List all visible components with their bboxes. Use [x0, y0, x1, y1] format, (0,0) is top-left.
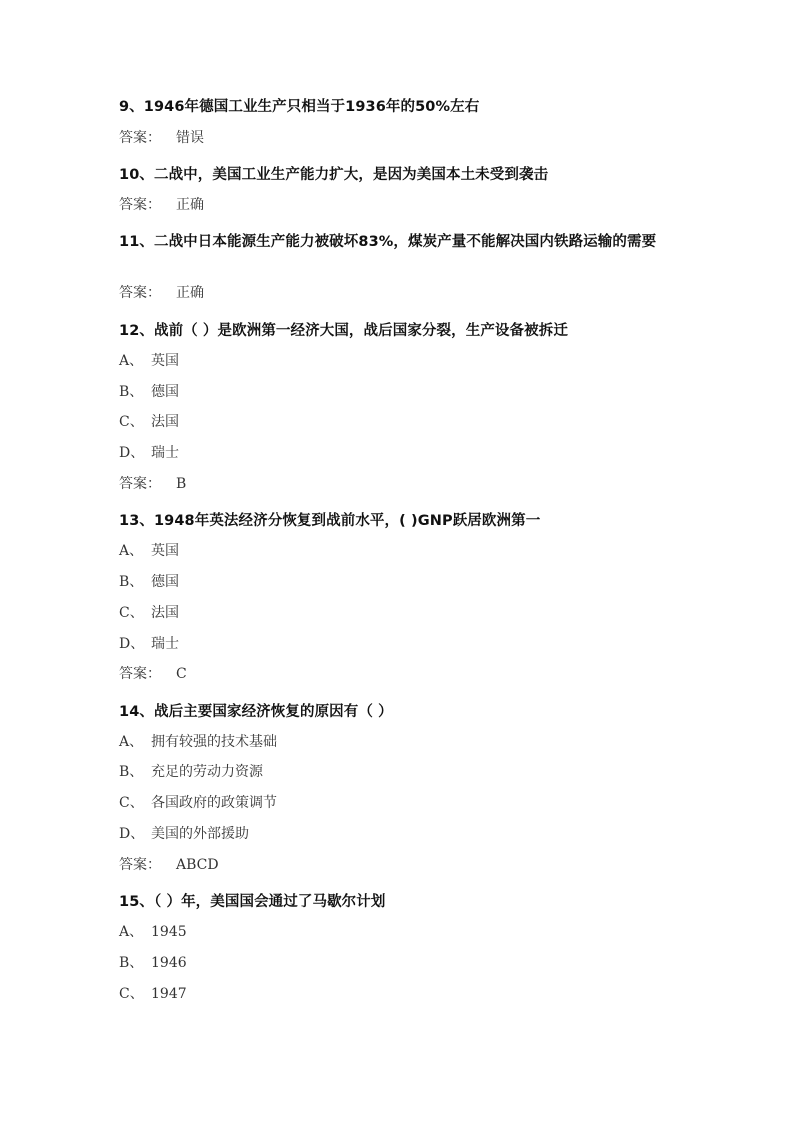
answer-label: 答案： — [119, 857, 161, 873]
answer-value: 错误 — [176, 130, 204, 146]
option-text: 拥有较强的技术基础 — [151, 734, 277, 750]
option-14-a — [119, 733, 277, 751]
option-text: 德国 — [151, 574, 179, 590]
option-text: 1945 — [151, 924, 187, 940]
answer-label: 答案： — [119, 130, 161, 146]
option-14-d — [119, 825, 249, 843]
option-12-b — [119, 383, 179, 401]
option-label: B、 — [119, 764, 144, 780]
answer-label: 答案： — [119, 666, 161, 682]
answer-label: 答案： — [119, 197, 161, 213]
option-label: C、 — [119, 414, 144, 430]
option-label: A、 — [119, 353, 144, 369]
option-15-b — [119, 954, 187, 972]
option-12-d — [119, 444, 179, 462]
option-15-a — [119, 923, 187, 941]
option-13-d — [119, 635, 179, 653]
option-label: A、 — [119, 734, 144, 750]
option-text: 法国 — [151, 605, 179, 621]
answer-value: ABCD — [176, 857, 219, 873]
option-label: C、 — [119, 986, 144, 1002]
option-13-a — [119, 542, 179, 560]
option-15-c — [119, 985, 187, 1003]
option-13-b — [119, 573, 179, 591]
answer-value: 正确 — [176, 197, 204, 213]
option-12-c — [119, 413, 179, 431]
question-12: 12、战前（ ）是欧洲第一经济大国，战后国家分裂，生产设备被拆迁 — [119, 323, 568, 339]
answer-9 — [119, 129, 204, 147]
option-text: 美国的外部援助 — [151, 826, 249, 842]
option-label: D、 — [119, 826, 145, 842]
answer-label: 答案： — [119, 476, 161, 492]
question-11: 11、二战中日本能源生产能力被破坏83%，煤炭产量不能解决国内铁路运输的需要 — [119, 234, 657, 250]
option-label: B、 — [119, 384, 144, 400]
option-label: C、 — [119, 605, 144, 621]
answer-label: 答案： — [119, 285, 161, 301]
option-label: A、 — [119, 924, 144, 940]
question-9: 9、1946年德国工业生产只相当于1936年的50%左右 — [119, 99, 480, 115]
answer-13 — [119, 665, 187, 683]
question-13: 13、1948年英法经济分恢复到战前水平，( )GNP跃居欧洲第一 — [119, 513, 541, 529]
option-label: D、 — [119, 636, 145, 652]
option-13-c — [119, 604, 179, 622]
answer-10 — [119, 196, 204, 214]
question-15: 15、（ ）年，美国国会通过了马歇尔计划 — [119, 894, 386, 910]
option-text: 1946 — [151, 955, 187, 971]
answer-14 — [119, 856, 219, 874]
option-text: 德国 — [151, 384, 179, 400]
option-text: 瑞士 — [151, 636, 179, 652]
answer-value: C — [176, 666, 187, 682]
option-text: 英国 — [151, 353, 179, 369]
answer-12 — [119, 475, 186, 493]
option-label: D、 — [119, 445, 145, 461]
option-text: 法国 — [151, 414, 179, 430]
question-10: 10、二战中，美国工业生产能力扩大，是因为美国本土未受到袭击 — [119, 167, 549, 183]
option-text: 瑞士 — [151, 445, 179, 461]
option-label: A、 — [119, 543, 144, 559]
option-14-b — [119, 763, 263, 781]
answer-value: B — [176, 476, 187, 492]
option-label: B、 — [119, 955, 144, 971]
question-14: 14、战后主要国家经济恢复的原因有（ ） — [119, 704, 393, 720]
option-14-c — [119, 794, 277, 812]
option-text: 各国政府的政策调节 — [151, 795, 277, 811]
option-text: 英国 — [151, 543, 179, 559]
option-text: 1947 — [151, 986, 187, 1002]
option-12-a — [119, 352, 179, 370]
option-label: B、 — [119, 574, 144, 590]
answer-value: 正确 — [176, 285, 204, 301]
option-text: 充足的劳动力资源 — [151, 764, 263, 780]
option-label: C、 — [119, 795, 144, 811]
answer-11 — [119, 284, 204, 302]
